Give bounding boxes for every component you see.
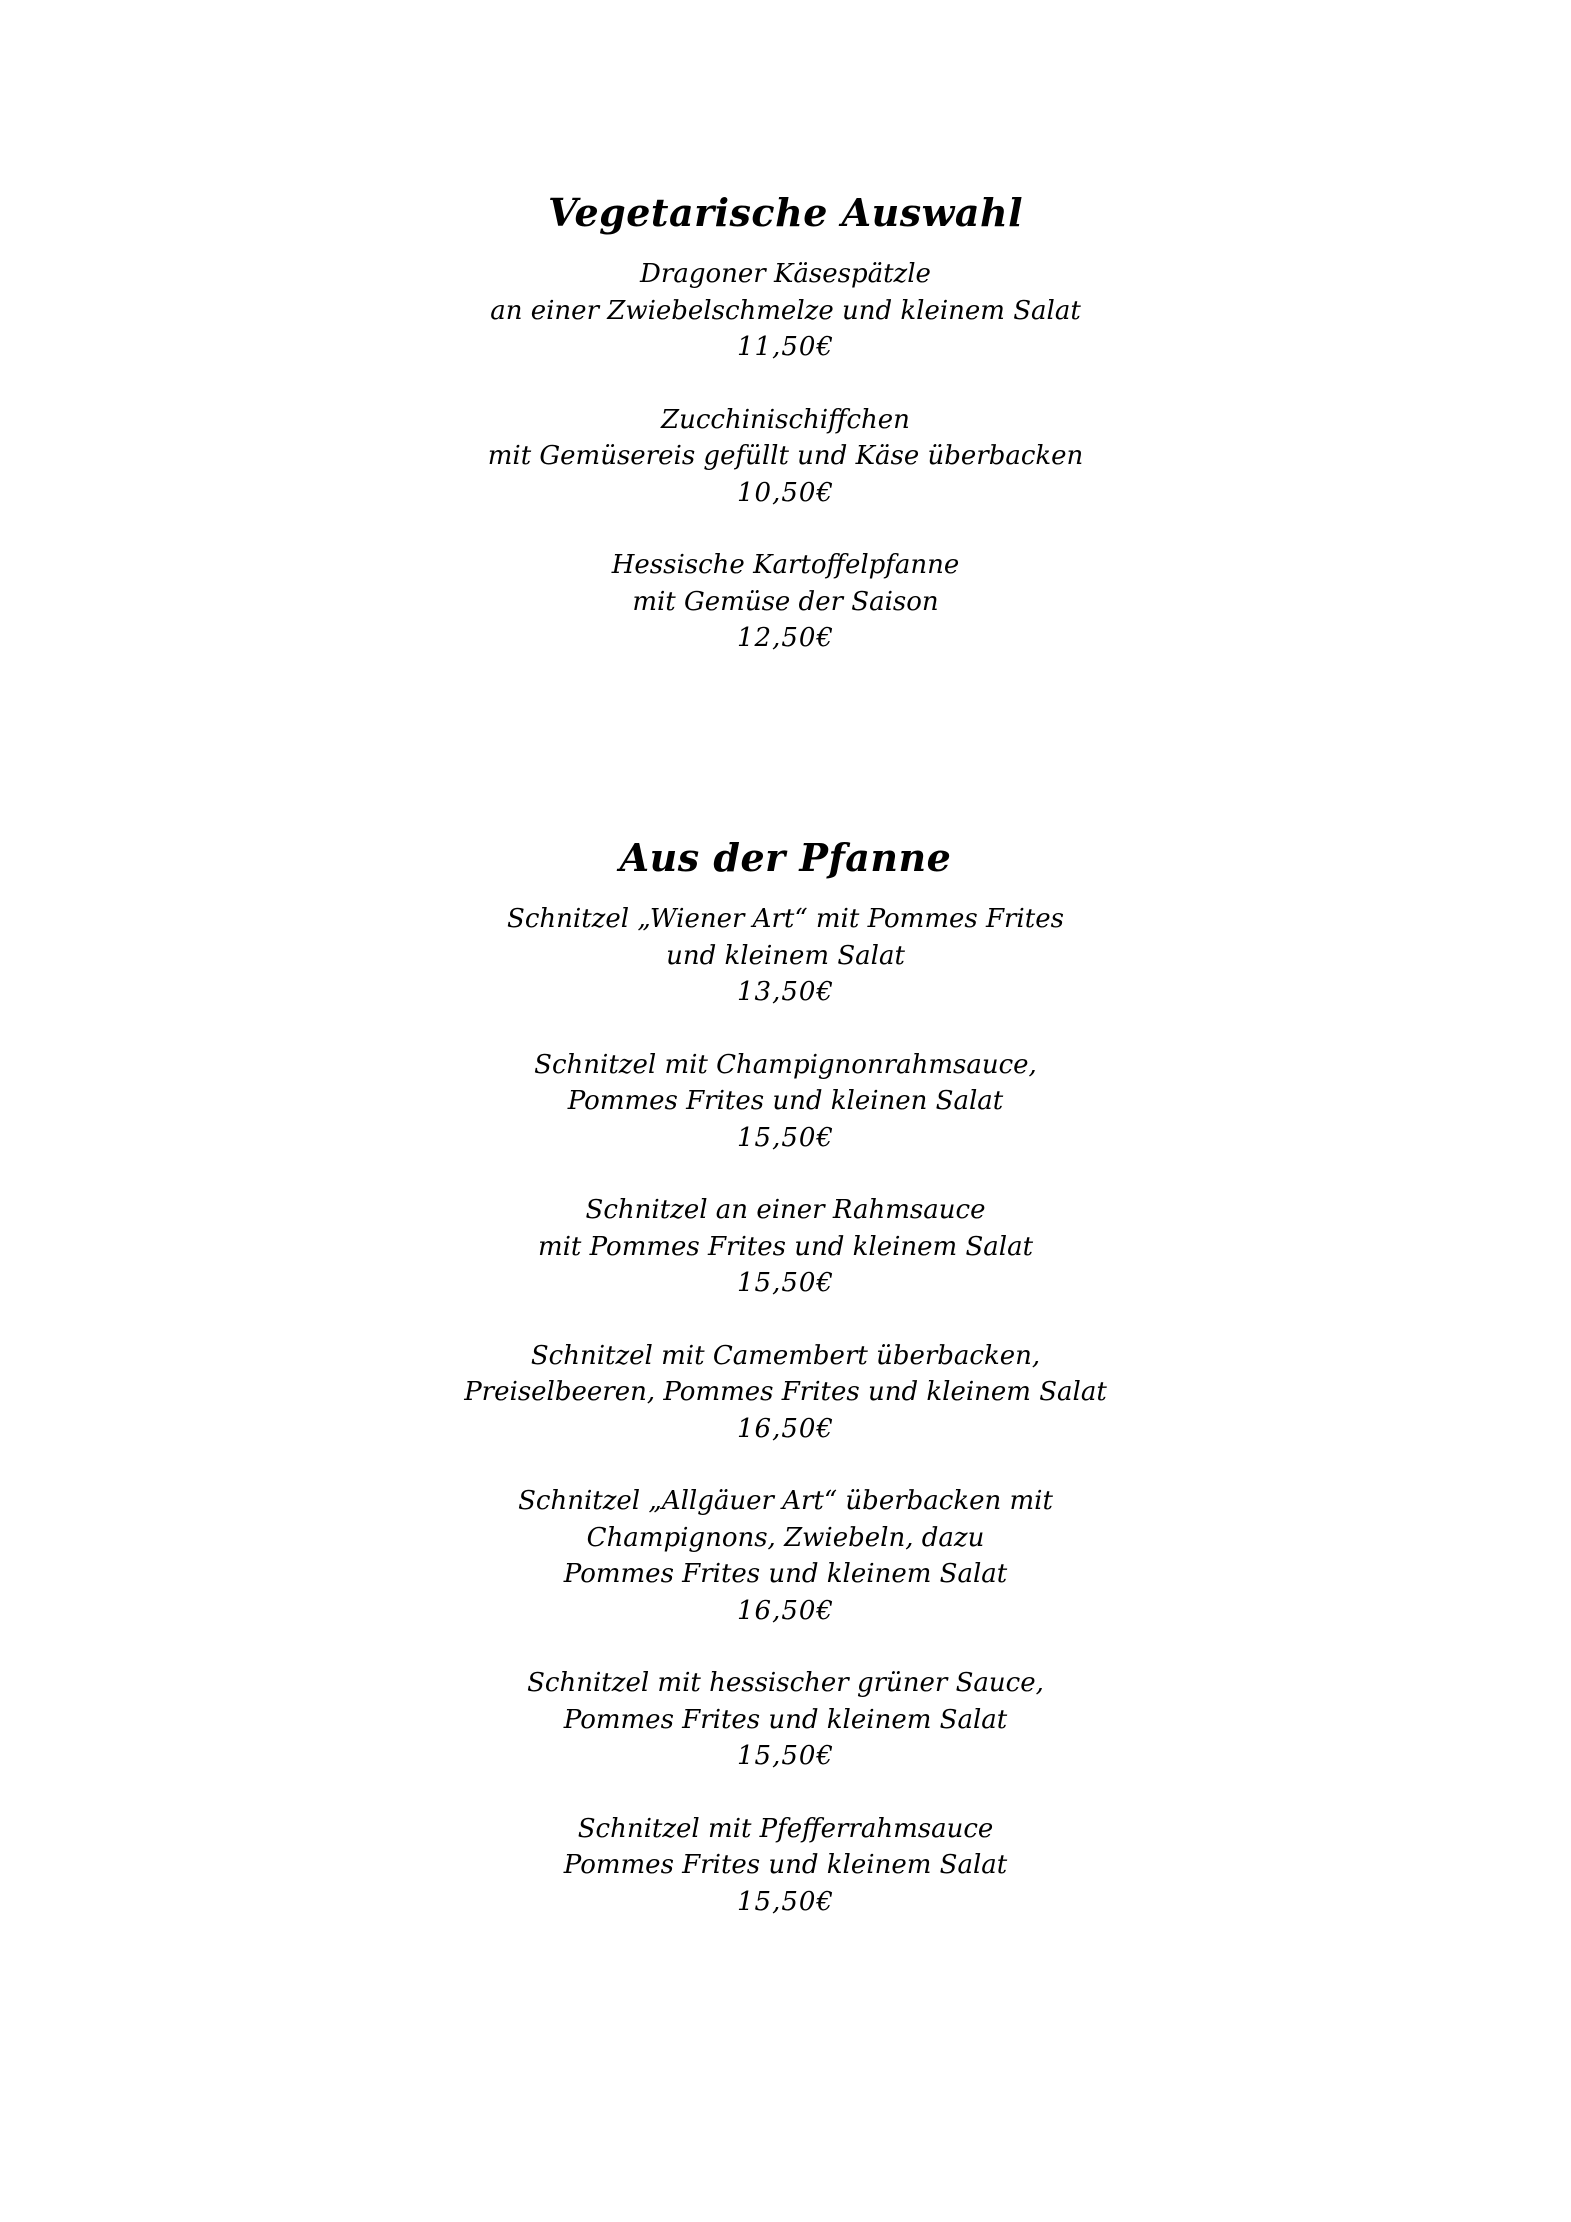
dish-price: 16,50€ (737, 1595, 834, 1626)
dish-description: Pommes Frites und kleinem Salat (563, 1850, 1008, 1880)
dish-description: mit Gemüsereis gefüllt und Käse überbacken (487, 441, 1084, 471)
dish-description: Preiselbeeren, Pommes Frites und kleinem Salat (464, 1377, 1107, 1407)
dish-name: Zucchinischiffchen (661, 404, 910, 435)
dish-price: 15,50€ (737, 1268, 834, 1298)
dish-item (0, 1338, 1571, 1448)
dish-item (0, 1811, 1571, 1921)
dish-name: Schnitzel mit Champignonrahmsauce, (534, 1049, 1037, 1080)
dish-name: Dragoner Käsespätzle (640, 259, 931, 289)
dish-description: an einer Zwiebelschmelze und kleinem Salat (490, 295, 1081, 326)
dish-price: 13,50€ (737, 977, 834, 1007)
dish-name: Schnitzel mit Pfefferrahmsauce (577, 1813, 994, 1844)
dish-name: Schnitzel mit hessischer grüner Sauce, (527, 1668, 1044, 1698)
section-title: Aus der Pfanne (619, 835, 952, 880)
dish-price: 10,50€ (737, 477, 834, 508)
dish-item (0, 901, 1571, 1011)
dish-name: Hessische Kartoffelpfanne (611, 550, 960, 580)
dish-description: mit Gemüse der Saison (632, 586, 939, 617)
dish-price: 11,50€ (737, 332, 834, 362)
dish-description: und kleinem Salat (666, 940, 905, 971)
dish-item (0, 1483, 1571, 1629)
dish-description: mit Pommes Frites und kleinem Salat (537, 1231, 1034, 1262)
dish-price: 16,50€ (737, 1413, 834, 1444)
section-title: Vegetarische Auswahl (547, 190, 1024, 235)
dish-price: 15,50€ (737, 1741, 834, 1771)
dish-price: 12,50€ (737, 623, 834, 653)
dish-name: Schnitzel an einer Rahmsauce (585, 1195, 986, 1225)
dish-item (0, 547, 1571, 657)
dish-description: Pommes Frites und kleinem Salat (563, 1559, 1008, 1589)
dish-item (0, 1665, 1571, 1775)
dish-price: 15,50€ (737, 1122, 834, 1153)
dish-price: 15,50€ (737, 1886, 834, 1917)
dish-name: Schnitzel „Wiener Art“ mit Pommes Frites (507, 904, 1064, 934)
dish-item (0, 402, 1571, 512)
section-vegetarische-auswahl (0, 188, 1571, 693)
dish-description: Champignons, Zwiebeln, dazu (586, 1522, 985, 1553)
dish-item (0, 1192, 1571, 1302)
dish-description: Pommes Frites und kleinem Salat (563, 1704, 1008, 1735)
dish-name: Schnitzel mit Camembert überbacken, (530, 1340, 1041, 1371)
dish-description: Pommes Frites und kleinen Salat (567, 1086, 1004, 1116)
dish-item (0, 256, 1571, 366)
dish-item (0, 1047, 1571, 1157)
section-aus-der-pfanne (0, 833, 1571, 1956)
dish-name: Schnitzel „Allgäuer Art“ überbacken mit (518, 1486, 1053, 1516)
